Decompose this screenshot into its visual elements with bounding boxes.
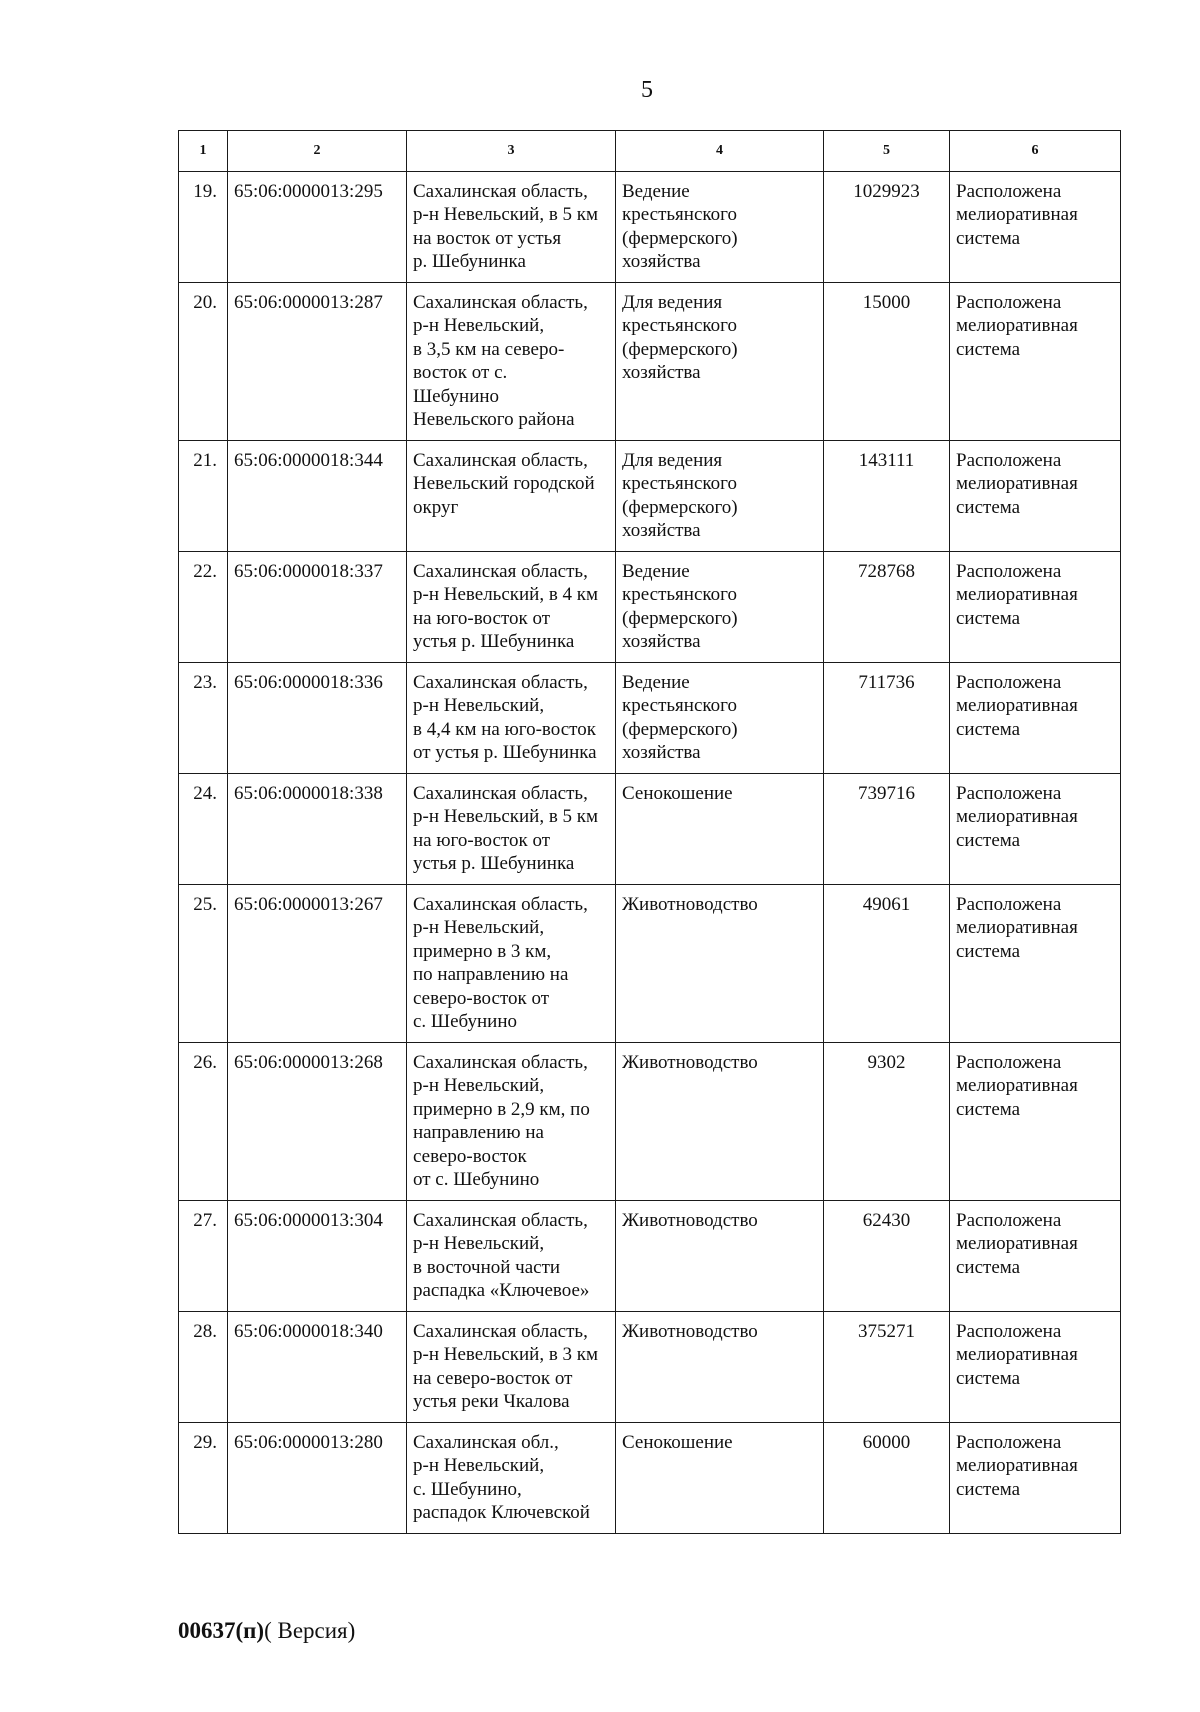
location-cell-line: устья реки Чкалова xyxy=(413,1391,570,1412)
permitted-use-cell-line: (фермерского) xyxy=(622,496,738,518)
location-cell-line: в восточной части xyxy=(413,1256,561,1278)
location-cell-line: распадок Ключевской xyxy=(413,1502,590,1523)
permitted-use-cell-line: (фермерского) xyxy=(622,718,738,740)
note-cell-line: система xyxy=(956,1098,1021,1120)
location-cell-line: р-н Невельский, xyxy=(413,1075,545,1096)
permitted-use-cell-line: (фермерского) xyxy=(622,338,738,360)
location-cell xyxy=(407,282,616,440)
row-number-cell: 19. xyxy=(179,171,228,282)
land-plots-table xyxy=(178,130,1121,1534)
table-row xyxy=(179,1200,1121,1311)
permitted-use-cell-line: Ведение xyxy=(622,671,690,693)
note-cell-line: Расположена xyxy=(956,671,1062,693)
location-cell-line: р-н Невельский, в 5 км xyxy=(413,806,599,827)
location-cell xyxy=(407,440,616,551)
permitted-use-cell-line: Для ведения xyxy=(622,449,723,471)
location-cell-line: Сахалинская область, xyxy=(413,291,588,313)
permitted-use-cell-line: крестьянского xyxy=(622,204,737,225)
area-cell: 728768 xyxy=(824,551,950,662)
permitted-use-cell-line: Животноводство xyxy=(622,893,758,915)
note-cell-line: Расположена xyxy=(956,291,1062,313)
note-cell xyxy=(950,1042,1121,1200)
table-row xyxy=(179,1422,1121,1533)
area-cell: 1029923 xyxy=(824,171,950,282)
permitted-use-cell-line: хозяйства xyxy=(622,520,701,541)
permitted-use-cell-line: (фермерского) xyxy=(622,607,738,629)
cadastral-number-cell: 65:06:0000013:304 xyxy=(228,1200,407,1311)
location-cell-line: восток от с. xyxy=(413,362,508,383)
row-number-cell: 26. xyxy=(179,1042,228,1200)
location-cell-line: на восток от устья xyxy=(413,227,562,249)
cadastral-number-cell: 65:06:0000018:336 xyxy=(228,662,407,773)
location-cell-line: р-н Невельский, в 4 км xyxy=(413,584,599,605)
location-cell-line: на северо-восток от xyxy=(413,1367,573,1389)
location-cell-line: р-н Невельский, xyxy=(413,315,545,336)
note-cell-line: система xyxy=(956,607,1021,629)
table-row xyxy=(179,282,1121,440)
note-cell-line: Расположена xyxy=(956,449,1062,471)
location-cell-line: примерно в 2,9 км, по xyxy=(413,1098,590,1120)
note-cell xyxy=(950,773,1121,884)
permitted-use-cell-line: (фермерского) xyxy=(622,227,738,249)
location-cell-line: Сахалинская область, xyxy=(413,1051,588,1073)
location-cell-line: на юго-восток от xyxy=(413,829,551,851)
note-cell-line: мелиоративная xyxy=(956,315,1078,336)
note-cell-line: мелиоративная xyxy=(956,584,1078,605)
permitted-use-cell-line: крестьянского xyxy=(622,695,737,716)
location-cell-line: Сахалинская область, xyxy=(413,671,588,693)
location-cell-line: с. Шебунино, xyxy=(413,1478,522,1500)
permitted-use-cell-line: Сенокошение xyxy=(622,782,733,804)
location-cell-line: в 4,4 км на юго-восток xyxy=(413,718,596,740)
area-cell: 15000 xyxy=(824,282,950,440)
permitted-use-cell-line: крестьянского xyxy=(622,473,737,494)
location-cell-line: р-н Невельский, xyxy=(413,695,545,716)
location-cell-line: Шебунино xyxy=(413,385,500,407)
location-cell-line: Сахалинская область, xyxy=(413,560,588,582)
note-cell-line: Расположена xyxy=(956,782,1062,804)
note-cell-line: мелиоративная xyxy=(956,695,1078,716)
location-cell-line: Сахалинская область, xyxy=(413,1320,588,1342)
location-cell-line: по направлению на xyxy=(413,964,569,985)
cadastral-number-cell: 65:06:0000013:287 xyxy=(228,282,407,440)
note-cell-line: Расположена xyxy=(956,180,1062,202)
note-cell-line: мелиоративная xyxy=(956,473,1078,494)
location-cell-line: Сахалинская область, xyxy=(413,893,588,915)
note-cell-line: Расположена xyxy=(956,893,1062,915)
note-cell xyxy=(950,662,1121,773)
cadastral-number-cell: 65:06:0000018:337 xyxy=(228,551,407,662)
note-cell xyxy=(950,440,1121,551)
location-cell xyxy=(407,1311,616,1422)
location-cell-line: Сахалинская область, xyxy=(413,1209,588,1231)
location-cell-line: северо-восток xyxy=(413,1145,527,1167)
row-number-cell: 28. xyxy=(179,1311,228,1422)
location-cell xyxy=(407,773,616,884)
location-cell-line: распадка «Ключевое» xyxy=(413,1280,590,1301)
cadastral-number-cell: 65:06:0000018:338 xyxy=(228,773,407,884)
area-cell: 375271 xyxy=(824,1311,950,1422)
document-code-number: 00637(п) xyxy=(178,1618,265,1643)
note-cell-line: система xyxy=(956,718,1021,740)
permitted-use-cell xyxy=(616,1200,824,1311)
note-cell-line: система xyxy=(956,1367,1021,1389)
cadastral-number-cell: 65:06:0000013:268 xyxy=(228,1042,407,1200)
document-version-label: ( Версия) xyxy=(264,1618,356,1643)
location-cell xyxy=(407,1422,616,1533)
cadastral-number-cell: 65:06:0000013:267 xyxy=(228,884,407,1042)
permitted-use-cell xyxy=(616,171,824,282)
note-cell-line: система xyxy=(956,338,1021,360)
note-cell xyxy=(950,282,1121,440)
column-header-3: 3 xyxy=(407,131,616,172)
location-cell-line: р-н Невельский, xyxy=(413,1233,545,1254)
column-header-6: 6 xyxy=(950,131,1121,172)
location-cell-line: устья р. Шебунинка xyxy=(413,631,575,652)
location-cell-line: р-н Невельский, xyxy=(413,1455,545,1476)
location-cell xyxy=(407,1200,616,1311)
note-cell-line: мелиоративная xyxy=(956,1075,1078,1096)
note-cell xyxy=(950,171,1121,282)
row-number-cell: 20. xyxy=(179,282,228,440)
location-cell xyxy=(407,662,616,773)
location-cell-line: от устья р. Шебунинка xyxy=(413,742,597,763)
permitted-use-cell xyxy=(616,1422,824,1533)
location-cell xyxy=(407,171,616,282)
row-number-cell: 27. xyxy=(179,1200,228,1311)
permitted-use-cell xyxy=(616,773,824,884)
row-number-cell: 29. xyxy=(179,1422,228,1533)
location-cell-line: Невельского района xyxy=(413,409,575,430)
area-cell: 143111 xyxy=(824,440,950,551)
area-cell: 62430 xyxy=(824,1200,950,1311)
location-cell-line: северо-восток от xyxy=(413,987,550,1009)
table-row xyxy=(179,440,1121,551)
location-cell xyxy=(407,551,616,662)
permitted-use-cell-line: хозяйства xyxy=(622,631,701,652)
note-cell-line: система xyxy=(956,829,1021,851)
location-cell-line: Невельский городской xyxy=(413,473,595,494)
note-cell-line: мелиоративная xyxy=(956,1344,1078,1365)
note-cell-line: Расположена xyxy=(956,1051,1062,1073)
table-row xyxy=(179,171,1121,282)
row-number-cell: 23. xyxy=(179,662,228,773)
permitted-use-cell xyxy=(616,662,824,773)
area-cell: 711736 xyxy=(824,662,950,773)
column-header-2: 2 xyxy=(228,131,407,172)
column-header-4: 4 xyxy=(616,131,824,172)
table-body xyxy=(179,171,1121,1533)
location-cell-line: округ xyxy=(413,496,459,518)
permitted-use-cell-line: хозяйства xyxy=(622,742,701,763)
cadastral-number-cell: 65:06:0000018:340 xyxy=(228,1311,407,1422)
location-cell xyxy=(407,884,616,1042)
location-cell-line: примерно в 3 км, xyxy=(413,940,552,962)
permitted-use-cell-line: крестьянского xyxy=(622,584,737,605)
note-cell xyxy=(950,1200,1121,1311)
permitted-use-cell-line: Животноводство xyxy=(622,1209,758,1231)
row-number-cell: 25. xyxy=(179,884,228,1042)
location-cell-line: устья р. Шебунинка xyxy=(413,853,575,874)
note-cell-line: мелиоративная xyxy=(956,917,1078,938)
note-cell-line: мелиоративная xyxy=(956,204,1078,225)
note-cell-line: Расположена xyxy=(956,1209,1062,1231)
location-cell xyxy=(407,1042,616,1200)
permitted-use-cell-line: хозяйства xyxy=(622,251,701,272)
row-number-cell: 22. xyxy=(179,551,228,662)
note-cell xyxy=(950,884,1121,1042)
location-cell-line: на юго-восток от xyxy=(413,607,551,629)
permitted-use-cell-line: хозяйства xyxy=(622,362,701,383)
table-row xyxy=(179,551,1121,662)
cadastral-number-cell: 65:06:0000018:344 xyxy=(228,440,407,551)
row-number-cell: 24. xyxy=(179,773,228,884)
note-cell-line: система xyxy=(956,1478,1021,1500)
note-cell-line: Расположена xyxy=(956,1431,1062,1453)
page-number: 5 xyxy=(641,77,653,103)
note-cell xyxy=(950,1311,1121,1422)
location-cell-line: в 3,5 км на северо- xyxy=(413,338,565,360)
location-cell-line: Сахалинская область, xyxy=(413,782,588,804)
table-row xyxy=(179,1311,1121,1422)
note-cell-line: Расположена xyxy=(956,560,1062,582)
location-cell-line: от с. Шебунино xyxy=(413,1169,540,1190)
note-cell-line: система xyxy=(956,227,1021,249)
table-row xyxy=(179,773,1121,884)
location-cell-line: направлению на xyxy=(413,1122,544,1143)
permitted-use-cell-line: Ведение xyxy=(622,180,690,202)
note-cell-line: система xyxy=(956,496,1021,518)
permitted-use-cell xyxy=(616,282,824,440)
location-cell-line: р. Шебунинка xyxy=(413,251,526,272)
location-cell-line: р-н Невельский, xyxy=(413,917,545,938)
area-cell: 60000 xyxy=(824,1422,950,1533)
column-header-5: 5 xyxy=(824,131,950,172)
permitted-use-cell xyxy=(616,1042,824,1200)
note-cell-line: мелиоративная xyxy=(956,1455,1078,1476)
document-code xyxy=(178,1617,355,1645)
note-cell-line: мелиоративная xyxy=(956,806,1078,827)
note-cell xyxy=(950,551,1121,662)
area-cell: 9302 xyxy=(824,1042,950,1200)
location-cell-line: с. Шебунино xyxy=(413,1011,517,1032)
note-cell-line: мелиоративная xyxy=(956,1233,1078,1254)
area-cell: 739716 xyxy=(824,773,950,884)
permitted-use-cell xyxy=(616,440,824,551)
table-row xyxy=(179,884,1121,1042)
permitted-use-cell-line: Животноводство xyxy=(622,1051,758,1073)
permitted-use-cell-line: крестьянского xyxy=(622,315,737,336)
permitted-use-cell-line: Для ведения xyxy=(622,291,723,313)
table-row xyxy=(179,662,1121,773)
location-cell-line: р-н Невельский, в 3 км xyxy=(413,1344,599,1365)
table-header-row xyxy=(179,131,1121,172)
location-cell-line: Сахалинская область, xyxy=(413,449,588,471)
permitted-use-cell xyxy=(616,1311,824,1422)
row-number-cell: 21. xyxy=(179,440,228,551)
note-cell-line: система xyxy=(956,940,1021,962)
note-cell-line: система xyxy=(956,1256,1021,1278)
permitted-use-cell-line: Ведение xyxy=(622,560,690,582)
area-cell: 49061 xyxy=(824,884,950,1042)
cadastral-number-cell: 65:06:0000013:280 xyxy=(228,1422,407,1533)
column-header-1: 1 xyxy=(179,131,228,172)
location-cell-line: р-н Невельский, в 5 км xyxy=(413,204,599,225)
permitted-use-cell-line: Сенокошение xyxy=(622,1431,733,1453)
location-cell-line: Сахалинская область, xyxy=(413,180,588,202)
permitted-use-cell xyxy=(616,884,824,1042)
permitted-use-cell-line: Животноводство xyxy=(622,1320,758,1342)
cadastral-number-cell: 65:06:0000013:295 xyxy=(228,171,407,282)
note-cell-line: Расположена xyxy=(956,1320,1062,1342)
location-cell-line: Сахалинская обл., xyxy=(413,1431,559,1453)
table-row xyxy=(179,1042,1121,1200)
permitted-use-cell xyxy=(616,551,824,662)
note-cell xyxy=(950,1422,1121,1533)
